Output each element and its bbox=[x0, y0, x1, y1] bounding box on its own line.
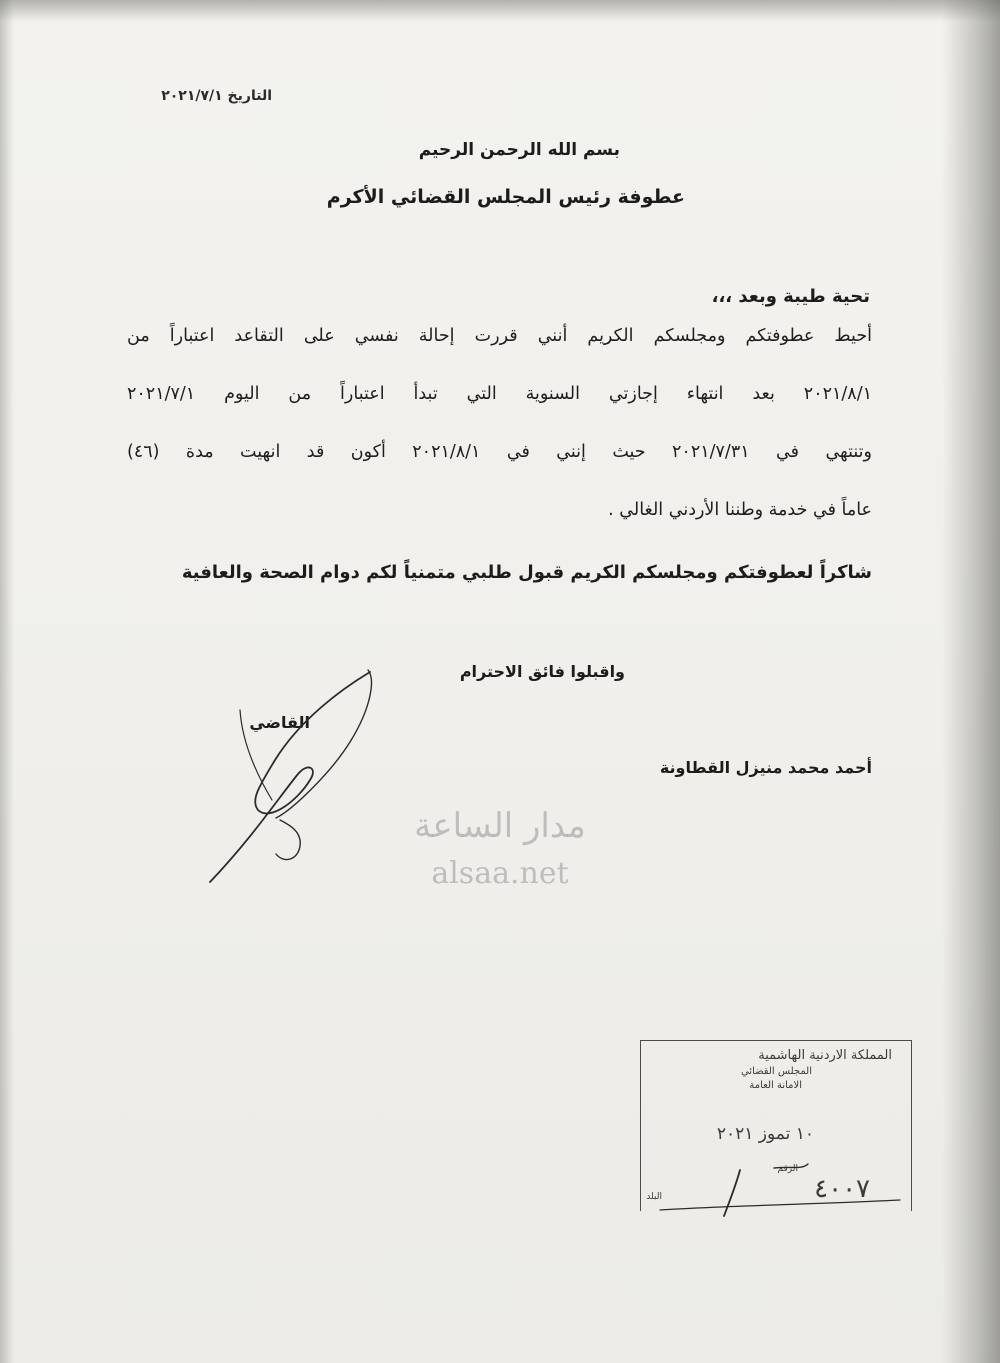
incoming-stamp bbox=[640, 1040, 910, 1210]
letter-date: التاريخ ٢٠٢١/٧/١ bbox=[161, 88, 272, 104]
body-line: عاماً في خدمة وطننا الأردني الغالي . bbox=[608, 500, 872, 520]
signatory-name: أحمد محمد منيزل القطاونة bbox=[659, 758, 872, 777]
stamp-date: ١٠ تموز ٢٠٢١ bbox=[716, 1124, 814, 1144]
basmala-heading: بسم الله الرحمن الرحيم bbox=[418, 140, 620, 160]
stamp-prefix-label: البلد bbox=[646, 1192, 662, 1202]
watermark bbox=[0, 804, 1000, 896]
watermark-arabic: مدار الساعة bbox=[414, 806, 586, 846]
stamp-number-label: الرقم bbox=[777, 1164, 798, 1174]
stamp-council: المجلس القضائي bbox=[740, 1066, 812, 1077]
body-line: ٢٠٢١/٨/١ بعد انتهاء إجازتي السنوية التي تبدأ اعتباراً من اليوم ٢٠٢١/٧/١ bbox=[127, 384, 872, 404]
scan-shadow-right bbox=[942, 0, 1000, 1363]
body-line: وتنتهي في ٢٠٢١/٧/٣١ حيث إنني في ٢٠٢١/٨/١ أكون قد انهيت مدة (٤٦) bbox=[127, 442, 872, 462]
stamp-number: ٤٠٠٧ bbox=[814, 1174, 870, 1204]
stamp-handwriting bbox=[640, 1160, 910, 1220]
closing-line: واقبلوا فائق الاحترام bbox=[459, 662, 625, 681]
watermark-latin: alsaa.net bbox=[431, 856, 569, 891]
greeting-line: تحية طيبة وبعد ،،، bbox=[711, 286, 870, 307]
stamp-organization: المملكة الاردنية الهاشمية bbox=[758, 1048, 892, 1063]
scan-shadow-left bbox=[0, 0, 14, 1363]
addressee-heading: عطوفة رئيس المجلس القضائي الأكرم bbox=[326, 186, 685, 208]
body-line: أحيط عطوفتكم ومجلسكم الكريم أنني قررت إحالة نفسي على التقاعد اعتباراً من bbox=[127, 326, 872, 346]
scan-shadow-top bbox=[0, 0, 1000, 22]
stamp-department: الامانة العامة bbox=[749, 1080, 802, 1091]
signatory-title: القاضي bbox=[249, 713, 310, 732]
thanks-line: شاكراً لعطوفتكم ومجلسكم الكريم قبول طلبي متمنياً لكم دوام الصحة والعافية bbox=[181, 562, 872, 583]
